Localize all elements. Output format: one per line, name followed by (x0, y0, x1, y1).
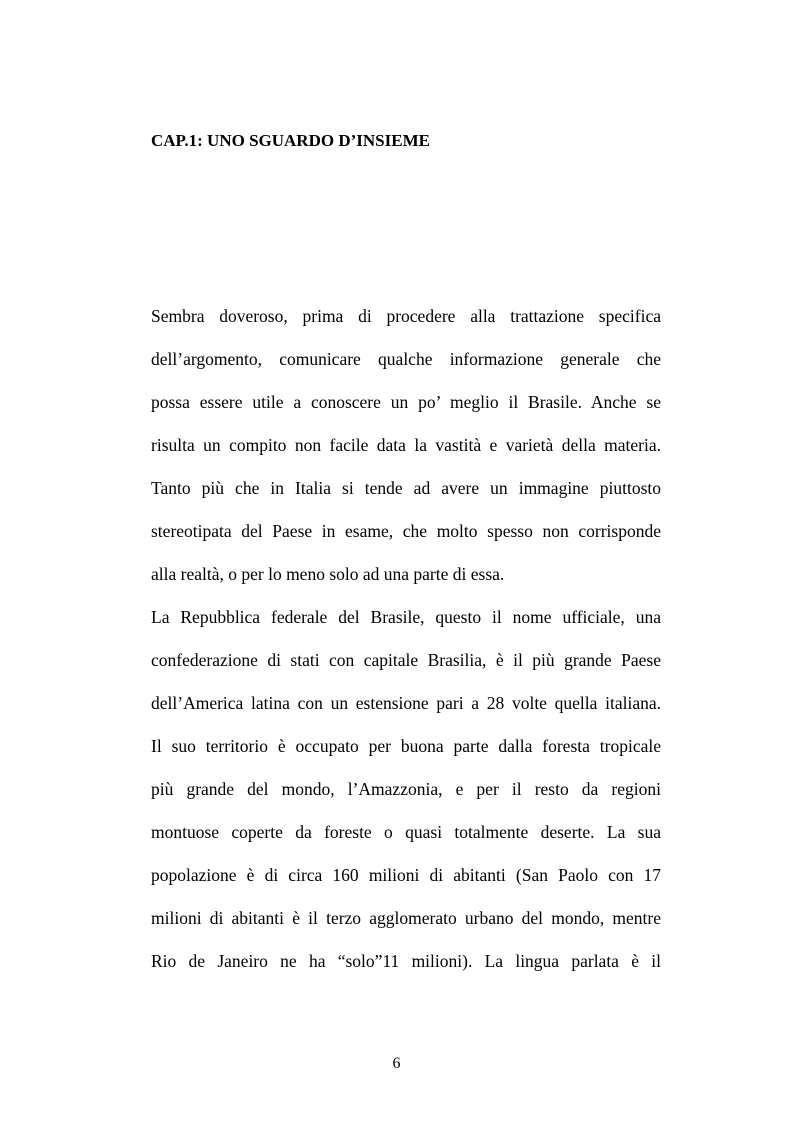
text-line: stereotipata del Paese in esame, che molto spesso non corrisponde (151, 521, 661, 541)
text-line: Tanto più che in Italia si tende ad avere un immagine piuttosto (151, 478, 661, 498)
chapter-heading: CAP.1: UNO SGUARDO D’INSIEME (151, 131, 430, 150)
page-number: 6 (392, 1055, 401, 1072)
text-line: popolazione è di circa 160 milioni di abitanti (San Paolo con 17 (151, 865, 661, 885)
text-line: confederazione di stati con capitale Brasilia, è il più grande Paese (151, 650, 661, 670)
text-line: più grande del mondo, l’Amazzonia, e per il resto da regioni (151, 779, 661, 799)
text-line: possa essere utile a conoscere un po’ meglio il Brasile. Anche se (151, 392, 661, 412)
text-line: Il suo territorio è occupato per buona parte dalla foresta tropicale (151, 736, 661, 756)
text-line: milioni di abitanti è il terzo agglomerato urbano del mondo, mentre (151, 908, 661, 928)
text-line: alla realtà, o per lo meno solo ad una parte di essa. (151, 564, 505, 584)
text-line: dell’argomento, comunicare qualche informazione generale che (151, 349, 661, 369)
text-line: montuose coperte da foreste o quasi totalmente deserte. La sua (151, 822, 661, 842)
text-line: dell’America latina con un estensione pari a 28 volte quella italiana. (151, 693, 661, 713)
text-line: Rio de Janeiro ne ha “solo”11 milioni). La lingua parlata è il (151, 951, 661, 971)
text-line: La Repubblica federale del Brasile, questo il nome ufficiale, una (151, 607, 661, 627)
text-line: Sembra doveroso, prima di procedere alla trattazione specifica (151, 306, 661, 326)
text-line: risulta un compito non facile data la vastità e varietà della materia. (151, 435, 661, 455)
